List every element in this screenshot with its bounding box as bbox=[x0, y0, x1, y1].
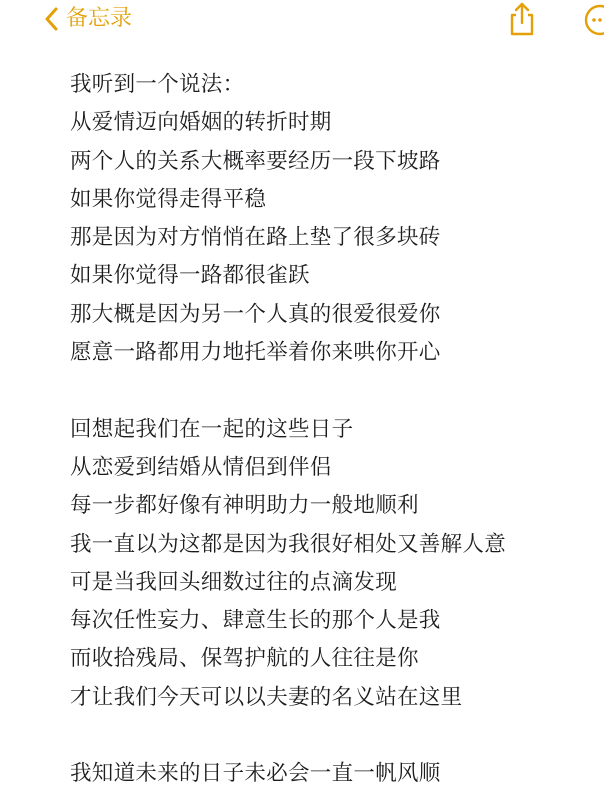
note-line: 我听到一个说法： bbox=[70, 72, 245, 97]
back-button[interactable] bbox=[44, 4, 132, 34]
note-line: 那是因为对方悄悄在路上垫了很多块砖 bbox=[70, 225, 441, 251]
note-line: 从恋爱到结婚从情侣到伴侣 bbox=[70, 454, 332, 480]
share-button[interactable] bbox=[505, 1, 539, 37]
note-blank-line bbox=[70, 372, 600, 410]
note-line: 每次任性妄力、肆意生长的那个人是我 bbox=[70, 608, 441, 634]
note-line: 我一直以为这都是因为我很好相处又善解人意 bbox=[70, 531, 507, 557]
note-line: 每一步都好像有神明助力一般地顺利 bbox=[70, 493, 419, 519]
chevron-left-icon bbox=[44, 7, 58, 31]
note-line: 两个人的关系大概率要经历一段下坡路 bbox=[70, 148, 441, 174]
note-line: 回想起我们在一起的这些日子 bbox=[70, 416, 354, 442]
more-button[interactable] bbox=[583, 3, 604, 37]
share-icon bbox=[505, 1, 539, 37]
note-line: 如果你觉得一路都很雀跃 bbox=[70, 263, 310, 289]
back-label: 备忘录 bbox=[66, 6, 133, 31]
note-body[interactable] bbox=[70, 66, 600, 794]
note-line: 如果你觉得走得平稳 bbox=[70, 186, 267, 212]
note-line: 我知道未来的日子未必会一直一帆风顺 bbox=[70, 761, 441, 787]
note-line: 那大概是因为另一个人真的很爱很爱你 bbox=[70, 301, 441, 327]
note-blank-line bbox=[70, 717, 600, 755]
note-line: 才让我们今天可以以夫妻的名义站在这里 bbox=[70, 684, 463, 710]
note-line: 从爱情迈向婚姻的转折时期 bbox=[70, 110, 332, 136]
note-line: 愿意一路都用力地托举着你来哄你开心 bbox=[70, 340, 441, 366]
note-line: 而收拾残局、保驾护航的人往往是你 bbox=[70, 646, 419, 672]
nav-bar bbox=[0, 0, 604, 46]
more-icon bbox=[583, 3, 604, 37]
note-line: 可是当我回头细数过往的点滴发现 bbox=[70, 569, 398, 595]
